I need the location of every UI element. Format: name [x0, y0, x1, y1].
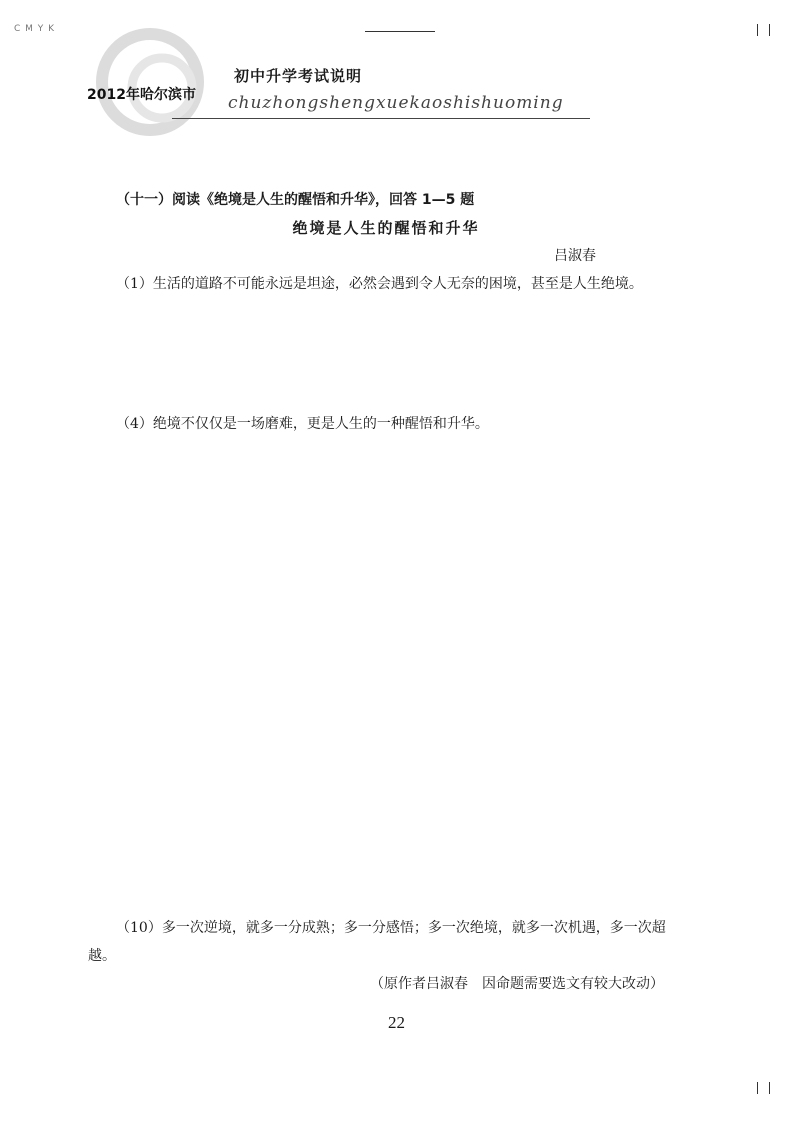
header-pinyin: chuzhongshengxuekaoshishuoming	[228, 93, 564, 113]
header-logo-icon	[92, 22, 222, 142]
article-title: 绝境是人生的醒悟和升华	[292, 219, 480, 237]
cmyk-print-mark: C M Y K	[14, 24, 56, 34]
paragraph-10: （10）多一次逆境，就多一分成熟；多一分感悟；多一次绝境，就多一次机遇，多一次超越。	[88, 920, 666, 964]
article-author: 吕淑春	[554, 248, 596, 264]
source-note: （原作者吕淑春 因命题需要选文有较大改动）	[370, 976, 664, 992]
page-body	[88, 130, 684, 998]
section-heading: （十一）阅读《绝境是人生的醒悟和升华》，回答 1—5 题	[116, 192, 475, 208]
registration-mark-bottom	[757, 1082, 770, 1094]
paragraph-1: （1）生活的道路不可能永远是坦途，必然会遇到令人无奈的困境，甚至是人生绝境。	[116, 276, 643, 292]
page-number: 22	[388, 1013, 405, 1032]
paragraph-4: （4）绝境不仅仅是一场磨难，更是人生的一种醒悟和升华。	[116, 416, 489, 432]
header-year-city: 2012年哈尔滨市	[87, 87, 196, 103]
header-title: 初中升学考试说明	[234, 67, 363, 85]
top-crop-rule	[365, 31, 435, 32]
header-divider	[172, 118, 590, 119]
registration-mark-top	[757, 24, 770, 36]
